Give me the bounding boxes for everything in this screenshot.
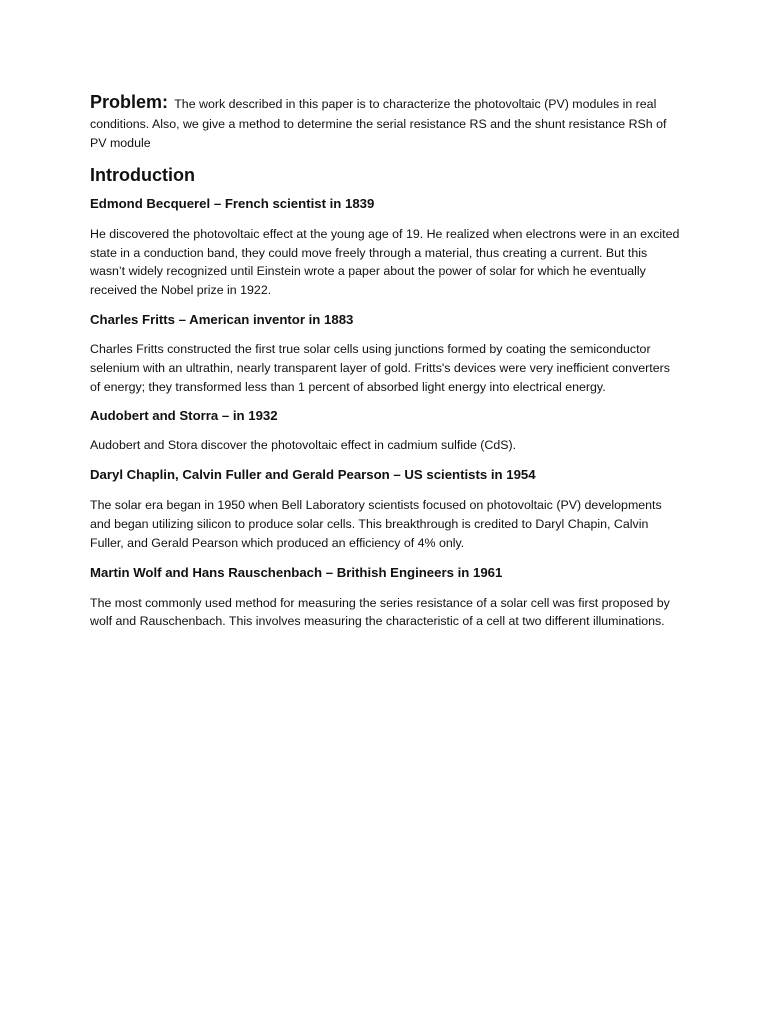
document-page: [90, 93, 680, 631]
entry-heading: Edmond Becquerel – French scientist in 1839: [90, 195, 375, 211]
intro-entry: [90, 466, 680, 552]
entry-body: Audobert and Stora discover the photovoltaic effect in cadmium sulfide (CdS).: [90, 438, 517, 453]
intro-entry: [90, 407, 680, 455]
entry-body: The solar era began in 1950 when Bell Laboratory scientists focused on photovoltaic (PV) developments and began utilizing silicon to produce solar cells. This breakthrough is credited to Daryl Chapin, Calvin Fuller, and Gerald Pearson which produced an efficiency of 4% only.: [90, 498, 662, 550]
problem-text: The work described in this paper is to characterize the photovoltaic (PV) modules in real conditions. Also, we give a method to determine the serial resistance RS and the shunt resistance RSh of PV module: [90, 97, 667, 151]
problem-label: Problem:: [90, 92, 169, 112]
intro-entry: [90, 195, 680, 300]
entry-heading: Martin Wolf and Hans Rauschenbach – Brithish Engineers in 1961: [90, 564, 503, 580]
entry-body: He discovered the photovoltaic effect at the young age of 19. He realized when electrons were in an excited state in a conduction band, they could move freely through a material, thus creating a current. But this wasn’t widely recognized until Einstein wrote a paper about the power of solar for which he eventually received the Nobel prize in 1922.: [90, 226, 680, 298]
entry-heading: Charles Fritts – American inventor in 1883: [90, 311, 354, 327]
intro-entry: [90, 311, 680, 396]
problem-paragraph: [90, 93, 680, 154]
entry-body: Charles Fritts constructed the first true solar cells using junctions formed by coating the semiconductor selenium with an ultrathin, nearly transparent layer of gold. Fritts's devices were very inefficient converters of energy; they transformed less than 1 percent of absorbed light energy into electrical energy.: [90, 341, 670, 394]
entry-heading: Daryl Chaplin, Calvin Fuller and Gerald Pearson – US scientists in 1954: [90, 467, 536, 483]
intro-entry: [90, 564, 680, 632]
entry-body: The most commonly used method for measuring the series resistance of a solar cell was first proposed by wolf and Rauschenbach. This involves measuring the characteristic of a cell at two different illuminations.: [90, 595, 670, 629]
entry-heading: Audobert and Storra – in 1932: [90, 408, 278, 424]
introduction-title: Introduction: [90, 164, 195, 185]
